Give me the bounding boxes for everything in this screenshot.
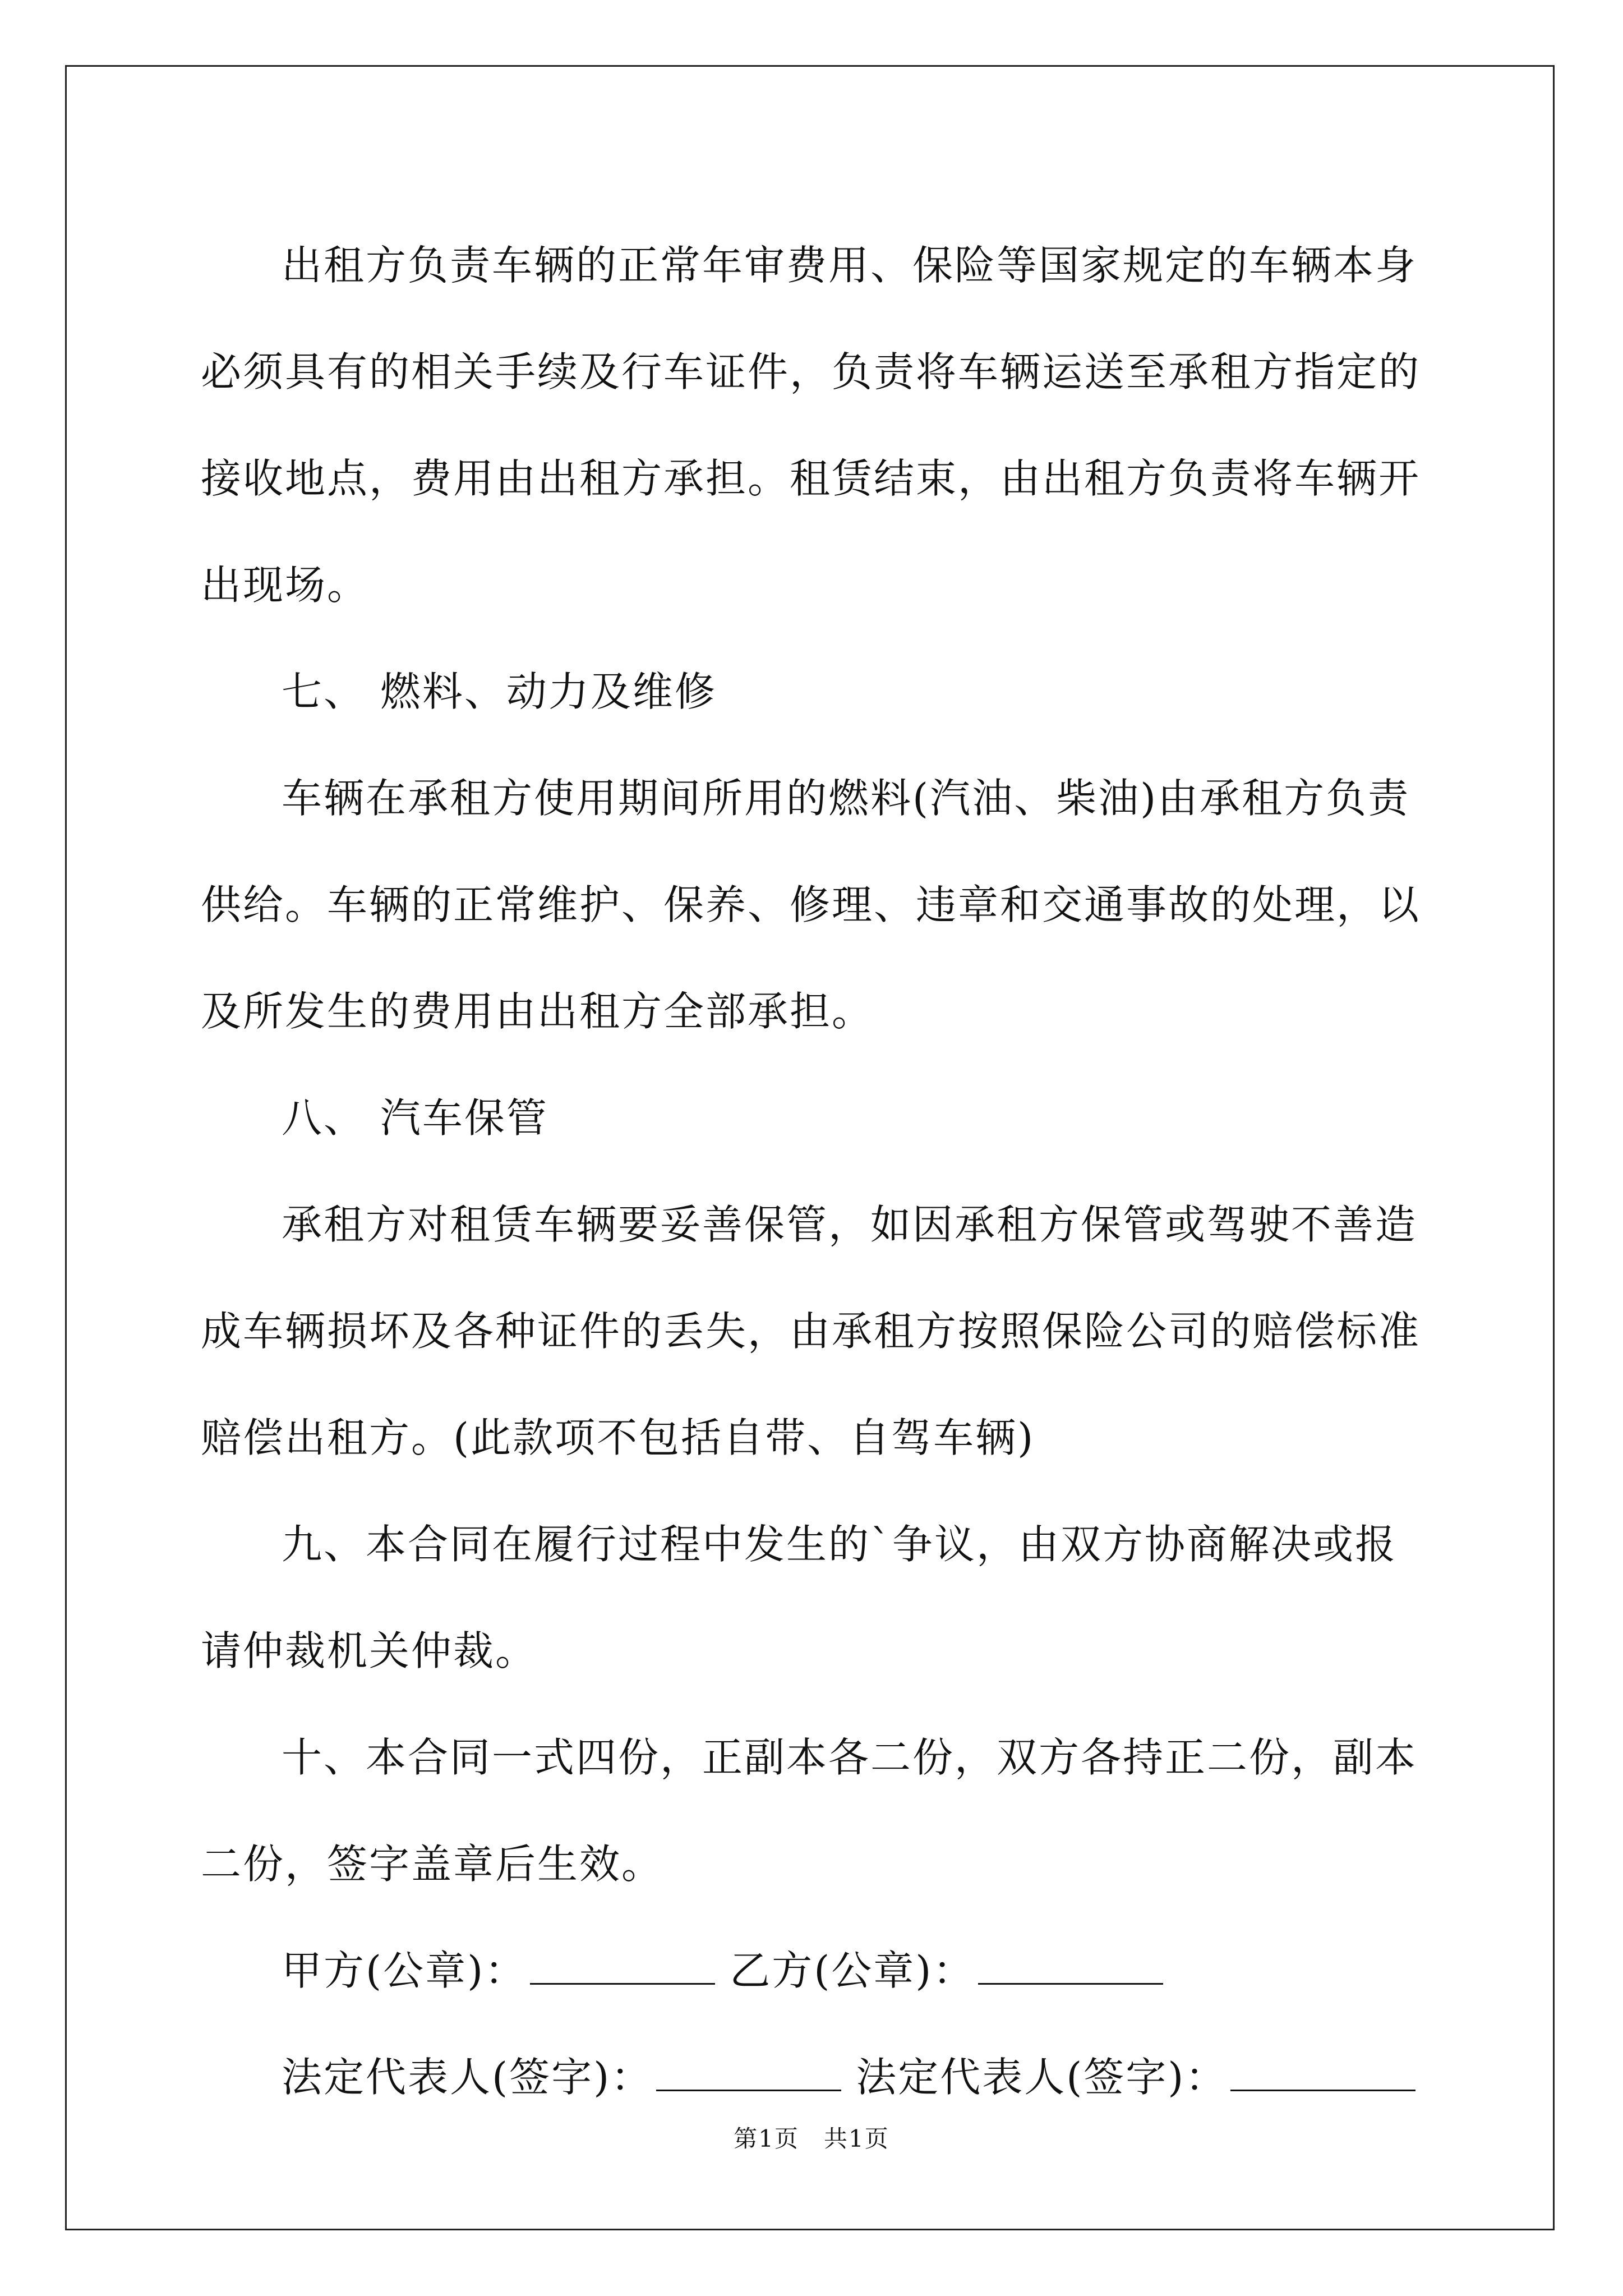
seal-row — [201, 1917, 1429, 2024]
section-heading-custody: 八、 汽车保管 — [282, 1094, 548, 1142]
section-heading-fuel: 七、 燃料、动力及维修 — [282, 668, 717, 715]
document-body — [201, 212, 1429, 2131]
party-a-rep-label: 法定代表人(签字)： — [282, 2054, 653, 2101]
page-footer: 第1页 共1页 — [734, 2125, 889, 2152]
party-a-rep-blank — [656, 2056, 841, 2091]
paragraph-copies: 十、本合同一式四份，正副本各二份，双方各持正二份，副本二份，签字盖章后生效。 — [201, 1734, 1418, 1888]
party-a-seal-blank — [530, 1949, 715, 1985]
representative-row — [201, 2024, 1429, 2131]
party-b-seal-label: 乙方(公章)： — [730, 1947, 975, 1994]
party-b-rep-blank — [1230, 2056, 1415, 2091]
paragraph-fuel-maintenance: 车辆在承租方使用期间所用的燃料(汽油、柴油)由承租方负责供给。车辆的正常维护、保养、修理、违章和交通事故的处理，以及所发生的费用由出租方全部承担。 — [201, 775, 1421, 1035]
paragraph-dispute: 九、本合同在履行过程中发生的`争议，由双方协商解决或报请仲裁机关仲裁。 — [201, 1521, 1398, 1674]
paragraph-vehicle-responsibility: 出租方负责车辆的正常年审费用、保险等国家规定的车辆本身必须具有的相关手续及行车证件，负责将车辆运送至承租方指定的接收地点，费用由出租方承担。租赁结束，由出租方负责将车辆开出现场。 — [201, 242, 1421, 609]
paragraph-custody: 承租方对租赁车辆要妥善保管，如因承租方保管或驾驶不善造成车辆损坏及各种证件的丢失，由承租方按照保险公司的赔偿标准赔偿出租方。(此款项不包括自带、自驾车辆) — [201, 1201, 1421, 1461]
party-b-seal-blank — [978, 1949, 1163, 1985]
party-a-seal-label: 甲方(公章)： — [282, 1947, 527, 1994]
party-b-rep-label: 法定代表人(签字)： — [856, 2054, 1228, 2101]
